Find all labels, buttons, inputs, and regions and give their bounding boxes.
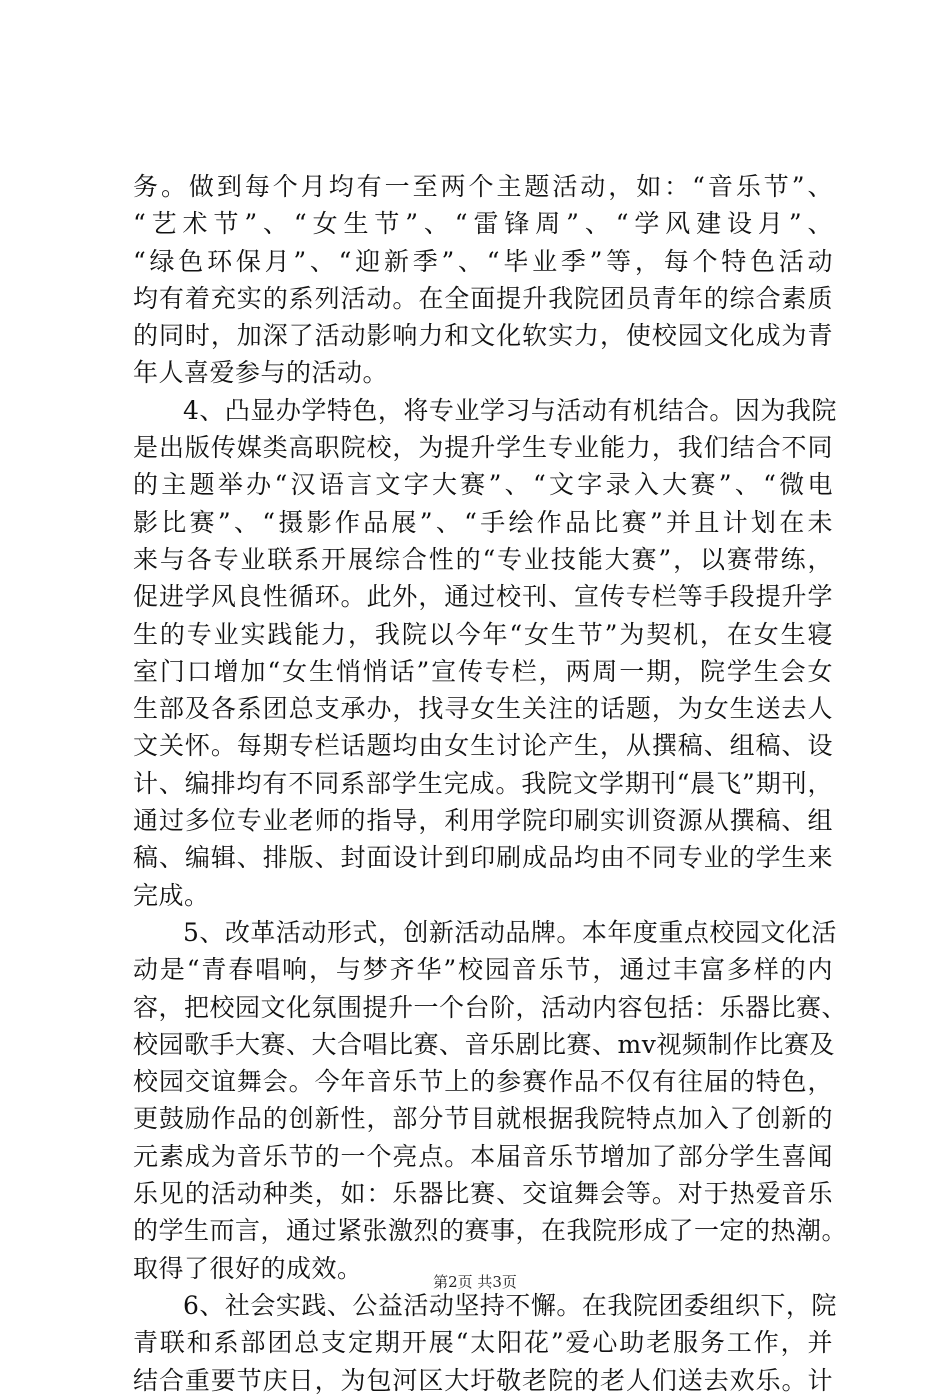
text-line: 6、社会实践、公益活动坚持不懈。在我院团委组织下，院: [183, 1290, 837, 1320]
text-line: 容，把校园文化氛围提升一个台阶，活动内容包括：乐器比赛、: [133, 992, 848, 1022]
text-line: 取得了很好的成效。: [133, 1253, 363, 1283]
text-line: 完成。: [133, 880, 210, 910]
text-line: “艺术节”、“女生节”、“雷锋周”、“学风建设月”、: [133, 209, 833, 239]
text-line: 来与各专业联系开展综合性的“专业技能大赛”，以赛带练，: [133, 544, 833, 574]
text-line: 生的专业实践能力，我院以今年“女生节”为契机，在女生寝: [133, 619, 833, 649]
text-line: 的同时，加深了活动影响力和文化软实力，使校园文化成为青: [133, 321, 833, 351]
text-line: 年人喜爱参与的活动。: [133, 358, 389, 388]
text-line: 更鼓励作品的创新性，部分节目就根据我院特点加入了创新的: [133, 1104, 833, 1134]
text-line: 文关怀。每期专栏话题均由女生讨论产生，从撰稿、组稿、设: [133, 731, 833, 761]
page-footer: 第2页 共3页: [433, 1273, 517, 1291]
text-line: 稿、编辑、排版、封面设计到印刷成品均由不同专业的学生来: [133, 843, 833, 873]
text-line: 室门口增加“女生悄悄话”宣传专栏，两周一期，院学生会女: [133, 656, 833, 686]
text-line: 4、凸显办学特色，将专业学习与活动有机结合。因为我院: [183, 395, 837, 425]
text-line: 校园交谊舞会。今年音乐节上的参赛作品不仅有往届的特色，: [133, 1067, 833, 1097]
text-line: 务。做到每个月均有一至两个主题活动，如：“音乐节”、: [133, 172, 833, 201]
text-line: 结合重要节庆日，为包河区大圩敬老院的老人们送去欢乐。计: [133, 1365, 833, 1395]
text-line: 青联和系部团总支定期开展“太阳花”爱心助老服务工作，并: [133, 1328, 833, 1358]
text-line: 计、编排均有不同系部学生完成。我院文学期刊“晨飞”期刊，: [133, 768, 833, 798]
text-line: 通过多位专业老师的指导，利用学院印刷实训资源从撰稿、组: [133, 806, 833, 836]
text-line: 的学生而言，通过紧张激烈的赛事，在我院形成了一定的热潮。: [133, 1216, 848, 1246]
text-line: 校园歌手大赛、大合唱比赛、音乐剧比赛、mv视频制作比赛及: [133, 1029, 835, 1059]
text-line: 的主题举办“汉语言文字大赛”、“文字录入大赛”、“微电: [133, 470, 833, 500]
text-line: 促进学风良性循环。此外，通过校刊、宣传专栏等手段提升学: [133, 582, 833, 612]
text-line: “绿色环保月”、“迎新季”、“毕业季”等，每个特色活动: [133, 246, 833, 276]
text-line: 是出版传媒类高职院校，为提升学生专业能力，我们结合不同: [133, 433, 833, 463]
text-line: 动是“青春唱响，与梦齐华”校园音乐节，通过丰富多样的内: [133, 955, 833, 985]
text-line: 乐见的活动种类，如：乐器比赛、交谊舞会等。对于热爱音乐: [133, 1179, 833, 1209]
text-line: 生部及各系团总支承办，找寻女生关注的话题，为女生送去人: [133, 694, 833, 724]
body-text: [133, 168, 848, 1399]
text-line: 5、改革活动形式，创新活动品牌。本年度重点校园文化活: [183, 917, 837, 947]
text-line: 影比赛”、“摄影作品展”、“手绘作品比赛”并且计划在未: [133, 507, 833, 537]
text-line: 均有着充实的系列活动。在全面提升我院团员青年的综合素质: [133, 283, 833, 313]
text-line: 元素成为音乐节的一个亮点。本届音乐节增加了部分学生喜闻: [133, 1141, 833, 1171]
